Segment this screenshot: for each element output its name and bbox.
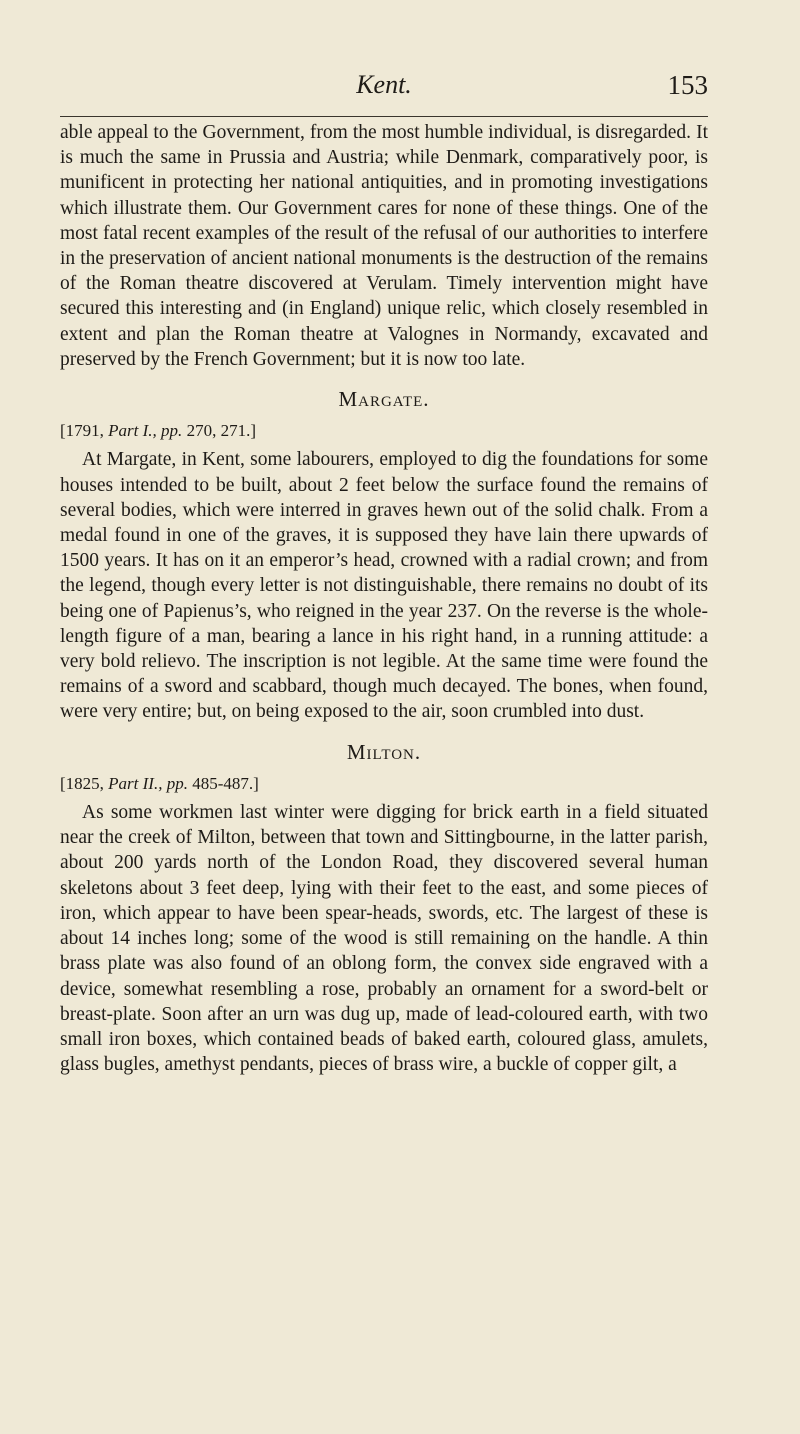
section-heading: Milton.: [346, 739, 422, 764]
body-text: [60, 120, 708, 1077]
citation: [1791, Part I., pp. 270, 271.]: [60, 421, 256, 441]
running-head: Kent.: [356, 70, 412, 99]
section-margate: [60, 387, 708, 725]
section-paragraph: At Margate, in Kent, some labourers, employed to dig the foundations for some houses intended to be built, about 2 feet below the surface found the remains of several bodies, which were interred in graves hewn out of the solid chalk. From a medal found in one of the graves, it is supposed they have lain there upwards of 1500 years. It has on it an emperor’s head, crowned with a radial crown; and from the legend, though every letter is not distinguishable, there remains no doubt of its being one of Papienus’s, who reigned in the year 237. On the reverse is the whole-length figure of a man, bearing a lance in his right hand, in a running attitude: a very bold relievo. The inscription is not legible. At the same time were found the remains of a sword and scabbard, though much decayed. The bones, when found, were very entire; but, on being exposed to the air, soon crumbled into dust.: [60, 449, 708, 723]
intro-paragraph: able appeal to the Government, from the most humble individual, is disregarded. It is much the same in Prussia and Austria; while Denmark, comparatively poor, is munificent in protecting her national antiquities, and in promoting investigations which illustrate them. Our Government cares for none of these things. One of the most fatal recent examples of the result of the refusal of our authorities to interfere in the preservation of ancient national monuments is the destruction of the remains of the Roman theatre discovered at Verulam. Timely intervention might have secured this interesting and (in England) unique relic, which closely resembled in extent and plan the Roman theatre at Valognes in Normandy, excavated and preserved by the French Government; but it is now too late.: [60, 122, 708, 370]
section-heading: Margate.: [338, 387, 430, 412]
page-number: 153: [667, 70, 708, 100]
section-paragraph: As some workmen last winter were digging for brick earth in a field situated near the creek of Milton, between that town and Sittingbourne, in the latter parish, about 200 yards north of the London Road, they discovered several human skeletons about 3 feet deep, lying with their feet to the east, and some pieces of iron, which appear to have been spear-heads, swords, etc. The largest of these is about 14 inches long; some of the wood is still remaining on the handle. A thin brass plate was also found of an oblong form, the convex side engraved with a device, somewhat resembling a rose, probably an ornament for a sword-belt or breast-plate. Soon after an urn was dug up, made of lead-coloured earth, with two small iron boxes, which contained beads of baked earth, coloured glass, amulets, glass bugles, amethyst pendants, pieces of brass wire, a buckle of copper gilt, a: [60, 802, 708, 1076]
section-milton: [60, 740, 708, 1078]
header-rule: [60, 116, 708, 117]
citation: [1825, Part II., pp. 485-487.]: [60, 773, 259, 793]
page-header: [60, 70, 708, 110]
